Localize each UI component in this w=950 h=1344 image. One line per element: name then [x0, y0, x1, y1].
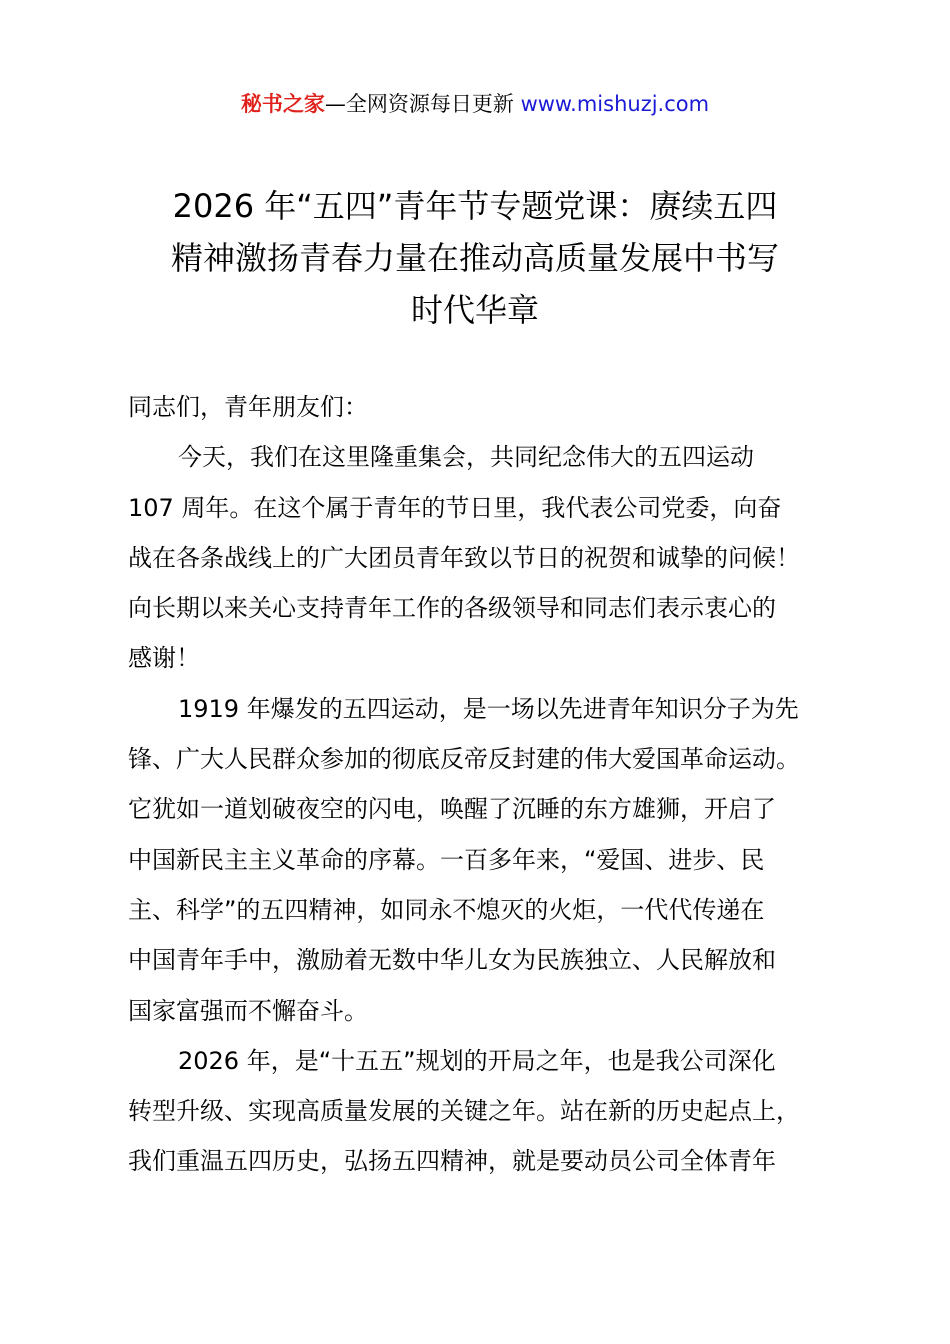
title-line: 时代华章 [410, 291, 539, 329]
paragraph-line: 1919 年爆发的五四运动，是一场以先进青年知识分子为先 [178, 694, 799, 723]
paragraph-line: 向长期以来关心支持青年工作的各级领导和同志们表示衷心的 [128, 594, 776, 623]
title-line: 精神激扬青春力量在推动高质量发展中书写 [170, 239, 779, 277]
paragraph-line: 感谢！ [128, 644, 200, 673]
paragraph-line: 它犹如一道划破夜空的闪电，唤醒了沉睡的东方雄狮，开启了 [128, 795, 776, 824]
site-brand: 秘书之家 [240, 92, 325, 116]
greeting: 同志们，青年朋友们： [128, 393, 368, 421]
paragraph-line: 转型升级、实现高质量发展的关键之年。站在新的历史起点上， [128, 1097, 800, 1126]
paragraph-line: 主、科学”的五四精神，如同永不熄灭的火炬，一代代传递在 [128, 895, 765, 924]
paragraph-line: 中国青年手中，激励着无数中华儿女为民族独立、人民解放和 [128, 946, 776, 975]
paragraph-line: 2026 年，是“十五五”规划的开局之年，也是我公司深化 [178, 1046, 776, 1075]
paragraph-line: 今天，我们在这里隆重集会，共同纪念伟大的五四运动 [178, 443, 754, 472]
paragraph-line: 国家富强而不懈奋斗。 [128, 996, 368, 1025]
paragraph-line: 中国新民主主义革命的序幕。一百多年来，“爱国、进步、民 [128, 845, 765, 874]
paragraph-line: 107 周年。在这个属于青年的节日里，我代表公司党委，向奋 [128, 493, 782, 522]
paragraph-line: 战在各条战线上的广大团员青年致以节日的祝贺和诚挚的问候！ [128, 543, 800, 572]
paragraph-line: 我们重温五四历史，弘扬五四精神，就是要动员公司全体青年 [128, 1147, 776, 1176]
site-url[interactable]: www.mishuzj.com [520, 92, 710, 116]
paragraph-1 [128, 432, 848, 683]
paragraph-3 [128, 1036, 848, 1187]
site-header [0, 88, 950, 120]
site-tagline: —全网资源每日更新 [324, 92, 514, 116]
document-body [128, 382, 848, 1187]
title-line: 2026 年“五四”青年节专题党课：赓续五四 [172, 187, 778, 225]
paragraph-line: 锋、广大人民群众参加的彻底反帝反封建的伟大爱国革命运动。 [128, 745, 800, 774]
document-title [120, 180, 830, 336]
paragraph-2 [128, 684, 848, 1036]
